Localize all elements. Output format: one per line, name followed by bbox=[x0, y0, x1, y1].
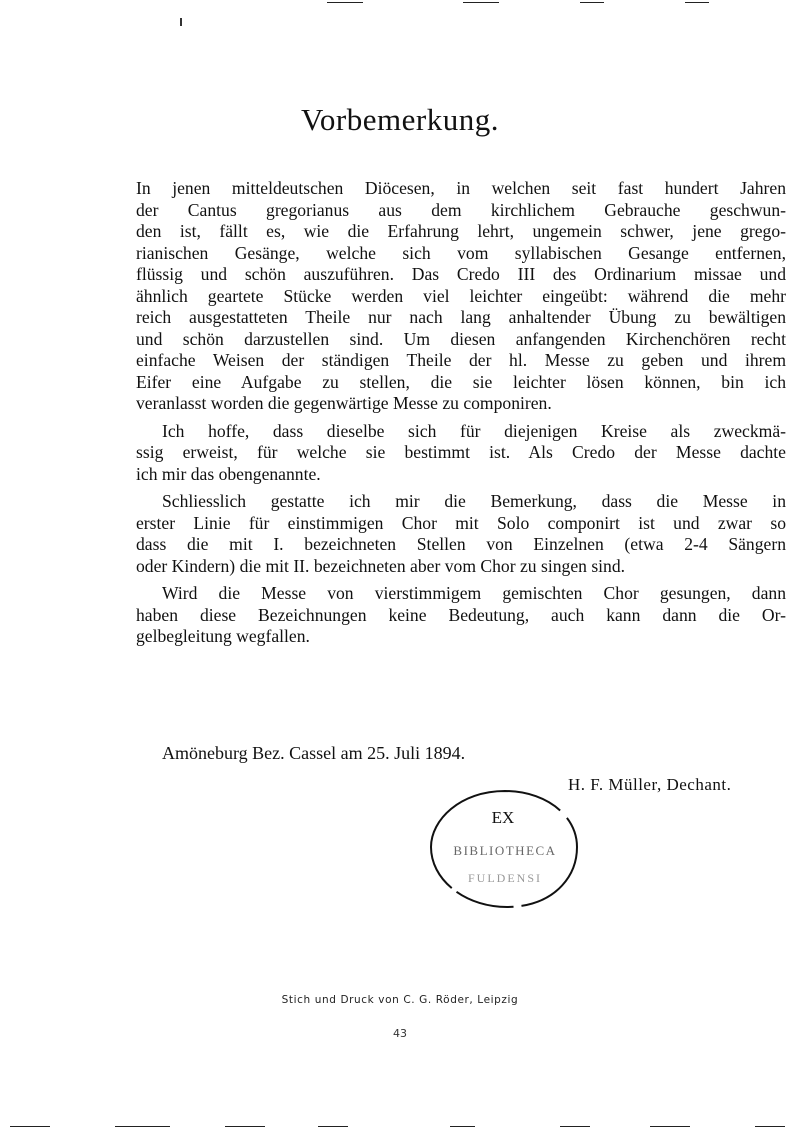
paragraph-1 bbox=[136, 178, 786, 415]
bottom-rule-7 bbox=[650, 1126, 690, 1127]
bottom-rule-5 bbox=[450, 1126, 475, 1127]
top-rule-1 bbox=[327, 2, 363, 3]
paragraph-3 bbox=[136, 491, 786, 577]
text-line: haben diese Bezeichnungen keine Bedeutung, auch kann dann die Or- bbox=[136, 604, 786, 625]
text-line: Wird die Messe von vierstimmigem gemischten Chor gesungen, dann bbox=[162, 583, 786, 603]
bottom-rule-3 bbox=[225, 1126, 265, 1127]
text-line: einfache Weisen der ständigen Theile der hl. Messe zu geben und ihrem bbox=[136, 350, 786, 370]
text-line: dass die mit I. bezeichneten Stellen von Einzelnen (etwa 2-4 Sängern bbox=[136, 534, 786, 554]
bottom-rule-1 bbox=[10, 1126, 50, 1127]
place-and-date: Amöneburg Bez. Cassel am 25. Juli 1894. bbox=[162, 743, 466, 763]
bottom-rule-4 bbox=[318, 1126, 348, 1127]
text-line: Eifer eine Aufgabe zu stellen, die sie leichter lösen können, bin ich bbox=[136, 371, 786, 392]
text-line: gelbegleitung wegfallen. bbox=[136, 626, 310, 646]
text-line: Ich hoffe, dass dieselbe sich für diejenigen Kreise als zweckmä- bbox=[162, 420, 786, 441]
text-line: reich ausgestatteten Theile nur nach lang anhaltender Übung zu bewältigen bbox=[136, 307, 786, 327]
text-line: und schön darzustellen sind. Um diesen anfangenden Kirchenchören recht bbox=[136, 328, 786, 349]
top-rule-2 bbox=[463, 2, 499, 3]
preface-body bbox=[136, 178, 786, 654]
text-line: oder Kindern) die mit II. bezeichneten aber vom Chor zu singen sind. bbox=[136, 555, 626, 576]
text-line: ssig erweist, für welche sie bestimmt ist. Als Credo der Messe dachte bbox=[136, 442, 786, 462]
stamp-text-bibliotheca: BIBLIOTHECA bbox=[453, 843, 557, 858]
text-line: den ist, fällt es, wie die Erfahrung lehrt, ungemein schwer, jene grego- bbox=[136, 221, 786, 241]
stamp-text-fuldensi: FULDENSI bbox=[467, 871, 543, 885]
bottom-rule-8 bbox=[755, 1126, 785, 1127]
paragraph-2 bbox=[136, 421, 786, 486]
top-rule-3 bbox=[580, 2, 604, 3]
text-line: rianischen Gesänge, welche sich vom syllabischen Gesange entfernen, bbox=[136, 242, 786, 263]
author-signature: H. F. Müller, Dechant. bbox=[568, 775, 732, 794]
printer-imprint: Stich und Druck von C. G. Röder, Leipzig bbox=[281, 994, 519, 1006]
top-rule-4 bbox=[685, 2, 709, 3]
page-number: 43 bbox=[393, 1027, 407, 1040]
bottom-rule-2 bbox=[115, 1126, 170, 1127]
text-line: der Cantus gregorianus aus dem kirchlichem Gebrauche geschwun- bbox=[136, 199, 786, 220]
text-line: flüssig und schön auszuführen. Das Credo III des Ordinarium missae und bbox=[136, 264, 786, 284]
text-line: ich mir das obengenannte. bbox=[136, 463, 321, 484]
stamp-text-ex: EX bbox=[491, 808, 515, 827]
page-title: Vorbemerkung. bbox=[301, 102, 499, 137]
text-line: Schliesslich gestatte ich mir die Bemerkung, dass die Messe in bbox=[162, 491, 786, 511]
library-stamp bbox=[425, 785, 585, 915]
corner-mark bbox=[180, 18, 182, 26]
paragraph-4 bbox=[136, 583, 786, 648]
text-line: In jenen mitteldeutschen Diöcesen, in welchen seit fast hundert Jahren bbox=[136, 178, 786, 198]
text-line: ähnlich geartete Stücke werden viel leichter eingeübt: während die mehr bbox=[136, 285, 786, 306]
bottom-rule-6 bbox=[560, 1126, 590, 1127]
text-line: erster Linie für einstimmigen Chor mit Solo componirt ist und zwar so bbox=[136, 512, 786, 533]
text-line: veranlasst worden die gegenwärtige Messe zu componiren. bbox=[136, 393, 552, 413]
